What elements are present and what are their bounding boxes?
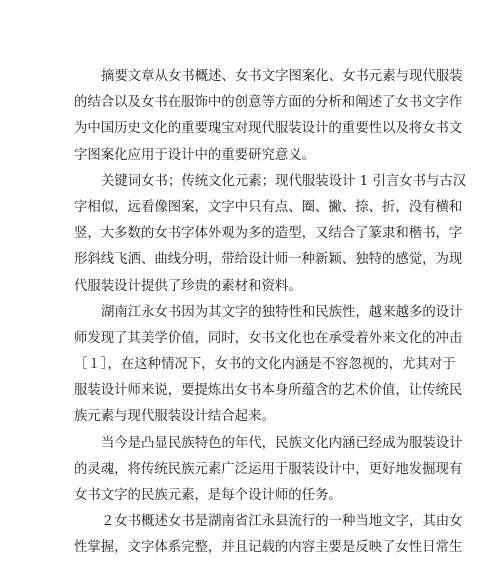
- document-body: [74, 64, 467, 562]
- paragraph-keywords: [74, 169, 467, 300]
- paragraph-nushu-value: [74, 300, 463, 431]
- text-line: 的灵魂，将传统民族元素广泛运用于服装设计中，更好地发掘现有: [74, 461, 463, 477]
- text-line: 当今是凸显民族特色的年代，民族文化内涵已经成为服装设计: [101, 435, 463, 451]
- text-line: 摘要文章从女书概述、女书文字图案化、女书元素与现代服装: [101, 69, 463, 84]
- text-line: 师发现了其美学价值，同时，女书文化也在承受着外来文化的冲击: [74, 330, 463, 346]
- text-line: 代服装设计提供了珍贵的素材和资料。: [74, 278, 302, 294]
- text-line: 湖南江永女书因为其文字的独特性和民族性，越来越多的设计: [101, 304, 463, 320]
- paragraph-abstract: [74, 64, 463, 169]
- text-line: 性掌握，文字体系完整，并且记载的内容主要是反映了女性日常生: [74, 540, 463, 556]
- text-line: 字相似，远看像图案，文字中只有点、圈、撇、捺、折，没有横和: [74, 199, 463, 215]
- text-line: 服装设计师来说，要提炼出女书本身所蕴含的艺术价值，让传统民: [74, 383, 463, 399]
- text-line: 女书文字的民族元素，是每个设计师的任务。: [74, 488, 342, 503]
- text-line: ［１］，在这种情况下，女书的文化内涵是不容忽视的，尤其对于: [74, 357, 456, 373]
- paragraph-section-2: [74, 509, 463, 561]
- text-line: 的结合以及女书在服饰中的创意等方面的分析和阐述了女书文字作: [74, 95, 463, 111]
- text-line: 形斜线飞洒、曲线分明，带给设计师一种新颖、独特的感觉，为现: [74, 252, 463, 268]
- paragraph-ethnic-era: [74, 431, 463, 510]
- text-line: 族元素与现代服装设计结合起来。: [74, 409, 275, 425]
- text-line: 为中国历史文化的重要瑰宝对现代服装设计的重要性以及将女书文: [74, 121, 463, 137]
- text-line: 竖，大多数的女书字体外观为多的造型，又结合了篆隶和楷书，字: [74, 226, 463, 242]
- text-line: 字图案化应用于设计中的重要研究意义。: [74, 147, 316, 163]
- text-line: ２女书概述女书是湖南省江永县流行的一种当地文字，其由女: [101, 514, 463, 530]
- text-line: 关键词女书；传统文化元素；现代服装设计 1 引言女书与古汉: [101, 173, 467, 189]
